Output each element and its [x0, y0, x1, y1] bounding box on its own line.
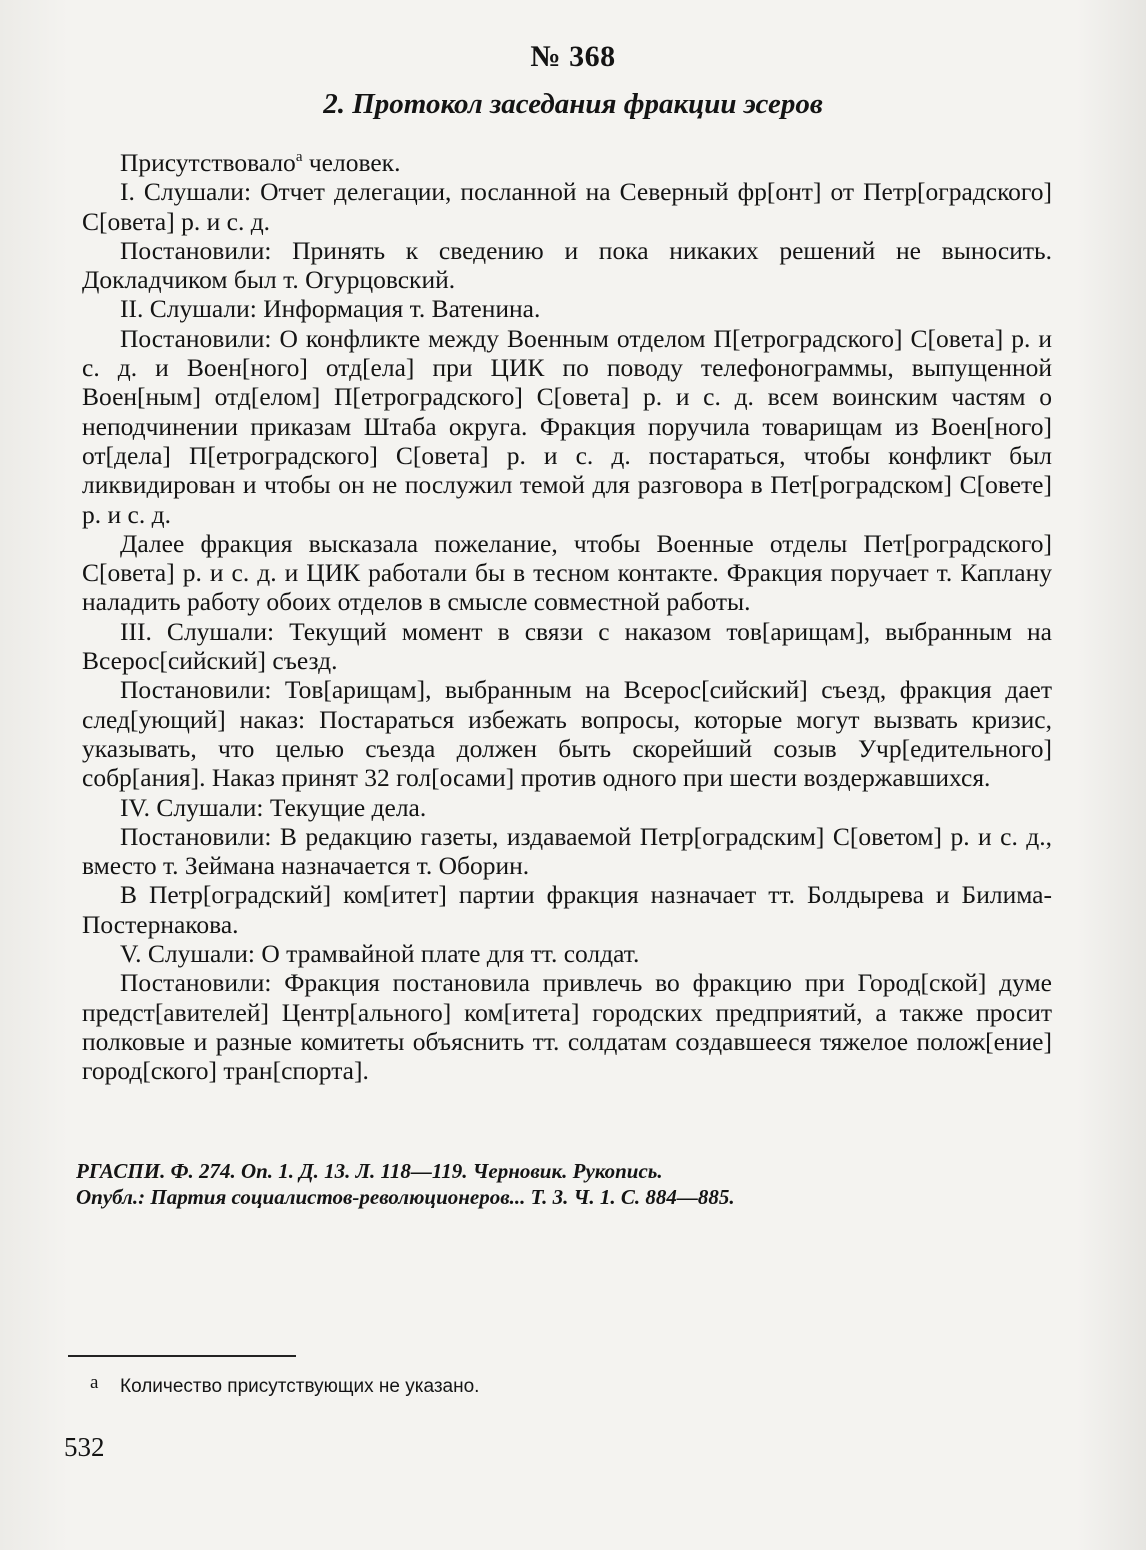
paragraph-item-5-heard: V. Слушали: О трамвайной плате для тт. солдат. — [120, 939, 640, 969]
footnote-divider — [68, 1355, 296, 1357]
paragraph-item-5-resolved: Постановили: Фракция постановила привлечь во фракцию при Город[ской] думе предст[авителей] Центр[ального] ком[итета] городских предприятий, а также просит полковые и разные комитеты объяснить тт. солдатам создавшееся тяжелое полож[ение] город[ского] тран[спорта]. — [82, 968, 1052, 1086]
paragraph-item-3-heard: III. Слушали: Текущий момент в связи с наказом тов[арищам], выбранным на Всерос[сийский] съезд. — [82, 616, 1052, 676]
paragraph-item-2-heard: II. Слушали: Информация т. Ватенина. — [120, 294, 541, 324]
paragraph-item-1-heard: I. Слушали: Отчет делегации, посланной на Северный фр[онт] от Петр[оградского] С[овета] р. и с. д. — [82, 177, 1052, 236]
footnote — [90, 1372, 479, 1398]
paragraph-item-2-resolved: Постановили: О конфликте между Военным отделом П[етроградского] С[овета] р. и с. д. и Воен[ного] отд[ела] при ЦИК по поводу телефонограммы, выпущенной Воен[ным] отд[елом] П[етроградского] С[овета] р. и с. д. всем воинским частям о неподчинении приказам Штаба округа. Фракция поручила товарищам из Воен[ного] от[дела] П[етроградского] С[овета] р. и с. д. постараться, чтобы конфликт был ликвидирован и чтобы он не послужил темой для разговора в Пет[роградском] С[овете] р. и с. д. — [82, 323, 1052, 529]
footnote-text: Количество присутствующих не указано. — [120, 1376, 480, 1397]
paragraph-item-2-wish: Далее фракция высказала пожелание, чтобы Военные отделы Пет[роградского] С[овета] р. и с. д. и ЦИК работали бы в тесном контакте. Фракция поручает т. Каплану наладить работу обоих отделов в смысле совместной работы. — [82, 528, 1052, 617]
paragraph-item-4-committee: В Петр[оградский] ком[итет] партии фракция назначает тт. Болдырева и Билима-Постернакова. — [82, 880, 1052, 939]
document-number: № 368 — [530, 40, 616, 73]
protocol-body — [82, 148, 1052, 1086]
paragraph-item-1-resolved: Постановили: Принять к сведению и пока никаких решений не выносить. Докладчиком был т. Огурцовский. — [82, 235, 1052, 295]
footnote-mark: а — [90, 1372, 99, 1393]
paragraph-attendance: Присутствовало$^а$ человек. — [120, 148, 401, 177]
paragraph-item-4-resolved: Постановили: В редакцию газеты, издаваемой Петр[оградским] С[оветом] р. и с. д., вместо т. Зеймана назначается т. Оборин. — [82, 821, 1052, 881]
document-title: 2. Протокол заседания фракции эсеров — [323, 88, 823, 120]
paragraph-item-3-resolved: Постановили: Тов[арищам], выбранным на Всерос[сийский] съезд, фракция дает след[ующий] наказ: Постараться избежать вопросы, которые могут вызвать кризис, указывать, что целью съезда должен быть скорейший созыв Учр[едительного] собр[ания]. Наказ принят 32 гол[осами] против одного при шести воздержавшихся. — [82, 675, 1052, 793]
archive-source — [76, 1158, 1056, 1210]
source-line-archive: РГАСПИ. Ф. 274. Оп. 1. Д. 13. Л. 118—119. Черновик. Рукопись. — [76, 1159, 663, 1183]
page-number: 532 — [64, 1432, 105, 1462]
footnote-reference: а — [295, 149, 303, 165]
paragraph-item-4-heard: IV. Слушали: Текущие дела. — [120, 792, 427, 822]
source-line-published: Опубл.: Партия социалистов-революционеров... Т. 3. Ч. 1. С. 884—885. — [76, 1185, 735, 1209]
